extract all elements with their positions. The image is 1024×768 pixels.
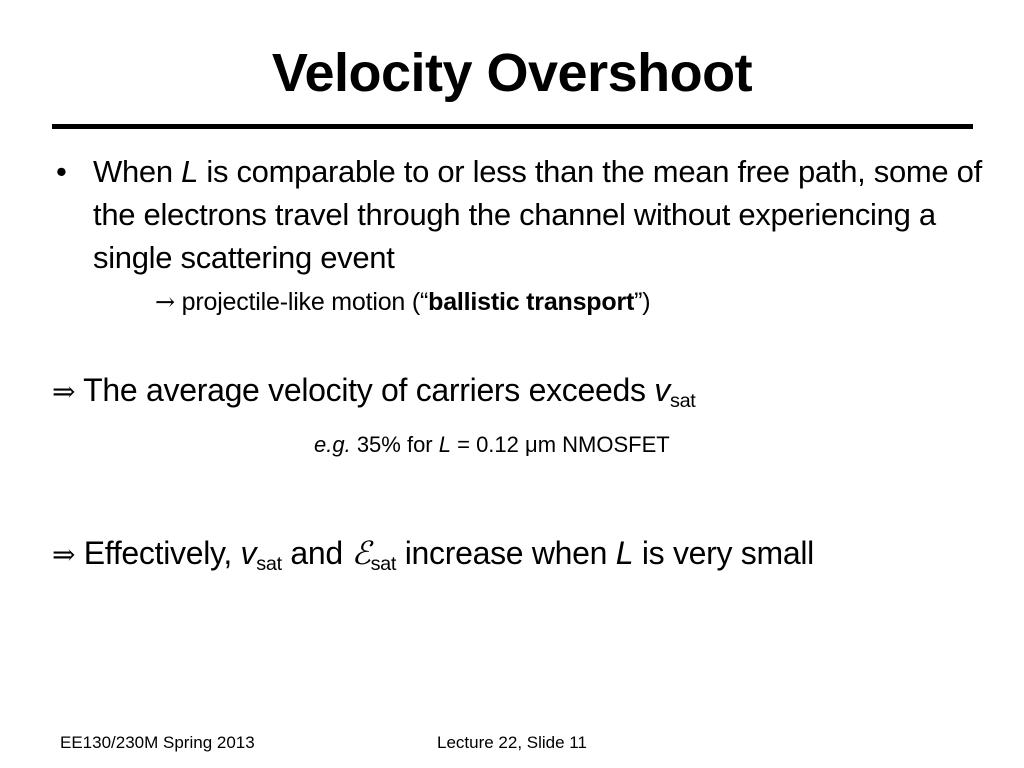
variable-L: L xyxy=(438,432,451,457)
implies-2-text-1: Effectively, xyxy=(75,535,241,571)
example-text-2: = 0.12 xyxy=(451,432,526,457)
footer-course: EE130/230M Spring 2013 xyxy=(60,733,255,752)
sub-bullet-ballistic xyxy=(155,285,650,319)
bullet-marker: • xyxy=(56,154,67,189)
variable-L: L xyxy=(181,154,199,189)
mu-symbol: μ xyxy=(525,432,538,457)
implies-arrow-icon: ⇒ xyxy=(52,538,76,571)
implies-2-text-4: is very small xyxy=(633,535,814,571)
variable-field-E: ℰ xyxy=(351,534,371,572)
right-arrow-icon: → xyxy=(155,288,175,316)
eg-label: e.g. xyxy=(314,432,351,457)
variable-v: v xyxy=(240,535,257,571)
variable-v: v xyxy=(654,372,670,408)
bullet-text-part2: is comparable to or less than the mean free path, some of the electrons travel through the channel without experiencing a single scattering event xyxy=(93,154,982,275)
subscript-sat: sat xyxy=(256,552,282,575)
implies-2-text-3: increase when xyxy=(396,535,616,571)
title-underline xyxy=(52,124,973,129)
implies-1-text: The average velocity of carriers exceeds xyxy=(75,372,655,408)
implies-arrow-icon: ⇒ xyxy=(52,375,76,408)
subscript-sat: sat xyxy=(370,552,397,575)
subscript-sat: sat xyxy=(669,389,696,412)
implies-2-text-2: and xyxy=(281,535,352,571)
bullet-item xyxy=(56,150,986,279)
sub-text-before: projectile-like motion (“ xyxy=(174,288,429,316)
implies-statement-1 xyxy=(52,370,696,412)
example-text-1: 35% for xyxy=(350,432,439,457)
footer-slide-number: Lecture 22, Slide 11 xyxy=(437,733,587,752)
implies-statement-2 xyxy=(52,533,814,575)
bullet-text xyxy=(93,150,986,279)
slide-title: Velocity Overshoot xyxy=(271,43,753,103)
variable-L: L xyxy=(615,535,634,571)
bullet-text-part1: When xyxy=(93,154,182,189)
sub-text-after: ”) xyxy=(634,288,651,316)
example-text-3: m NMOSFET xyxy=(537,432,670,457)
ballistic-transport-term: ballistic transport xyxy=(428,288,635,316)
example-line xyxy=(314,430,670,460)
